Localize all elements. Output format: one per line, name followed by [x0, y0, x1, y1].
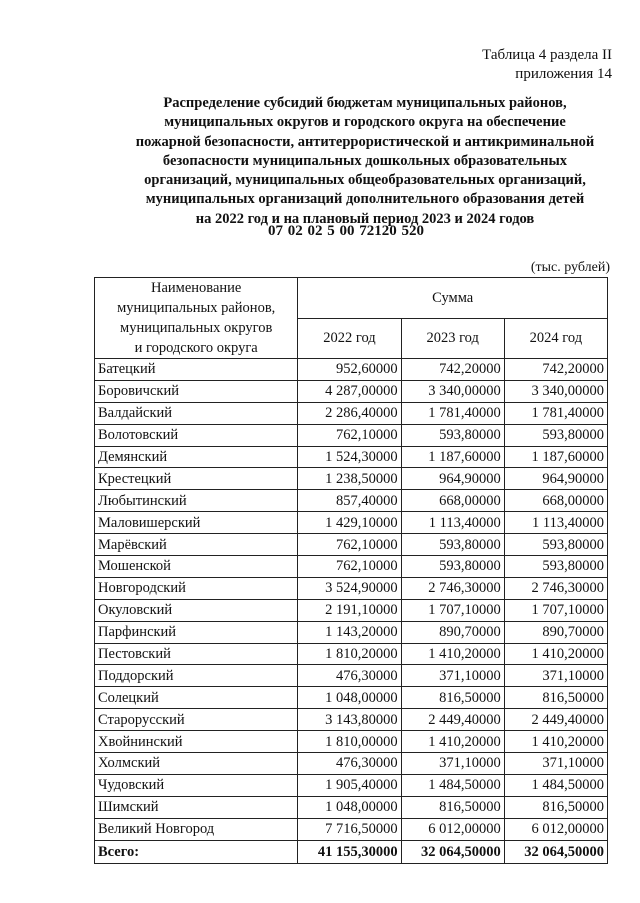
value-2022: 476,30000 — [298, 665, 401, 687]
value-2022: 2 191,10000 — [298, 599, 401, 621]
title-line: организаций, муниципальных общеобразовательных организаций, — [144, 172, 586, 189]
value-2023: 1 113,40000 — [401, 512, 504, 534]
column-header-name-line: муниципальных округов — [120, 320, 273, 336]
municipality-name: Поддорский — [95, 665, 298, 687]
municipality-name: Мошенской — [95, 556, 298, 578]
municipality-name: Демянский — [95, 446, 298, 468]
table-row — [95, 556, 608, 578]
column-header-name-line: и городского округа — [134, 340, 258, 356]
value-2023: 3 340,00000 — [401, 380, 504, 402]
title-line: на 2022 год и на плановый период 2023 и 2024 годов — [195, 210, 535, 227]
table-row — [95, 753, 608, 775]
value-2022: 762,10000 — [298, 534, 401, 556]
value-2024: 2 449,40000 — [504, 709, 607, 731]
value-2022: 762,10000 — [298, 424, 401, 446]
value-2023: 742,20000 — [401, 359, 504, 381]
municipality-name: Крестецкий — [95, 468, 298, 490]
title-line: Распределение субсидий бюджетам муниципальных районов, — [163, 95, 567, 111]
value-2024: 1 707,10000 — [504, 599, 607, 621]
municipality-name: Холмский — [95, 753, 298, 775]
municipality-name: Хвойнинский — [95, 731, 298, 753]
value-2022: 3 143,80000 — [298, 709, 401, 731]
document-title — [110, 94, 620, 229]
value-2024: 3 340,00000 — [504, 380, 607, 402]
value-2024: 1 187,60000 — [504, 446, 607, 468]
column-header-2022: 2022 год — [298, 318, 401, 359]
value-2022: 476,30000 — [298, 753, 401, 775]
value-2023: 593,80000 — [401, 534, 504, 556]
value-2023: 593,80000 — [401, 424, 504, 446]
value-2024: 371,10000 — [504, 665, 607, 687]
title-line: пожарной безопасности, антитеррористической и антикриминальной — [135, 133, 595, 150]
municipality-name: Окуловский — [95, 599, 298, 621]
table-reference — [482, 46, 612, 84]
municipality-name: Валдайский — [95, 402, 298, 424]
value-2022: 1 810,00000 — [298, 731, 401, 753]
table-header-row — [95, 278, 608, 319]
value-2022: 1 048,00000 — [298, 796, 401, 818]
value-2024: 593,80000 — [504, 556, 607, 578]
value-2023: 1 410,20000 — [401, 731, 504, 753]
municipality-name: Марёвский — [95, 534, 298, 556]
table-row — [95, 577, 608, 599]
table-row — [95, 709, 608, 731]
municipality-name: Любытинский — [95, 490, 298, 512]
value-2022: 762,10000 — [298, 556, 401, 578]
subsidy-table — [94, 277, 608, 864]
value-2022: 952,60000 — [298, 359, 401, 381]
budget-classification-code: 07 02 02 5 00 72120 520 — [268, 223, 424, 239]
municipality-name: Новгородский — [95, 577, 298, 599]
value-2022: 1 143,20000 — [298, 621, 401, 643]
value-2024: 816,50000 — [504, 796, 607, 818]
column-header-2024: 2024 год — [504, 318, 607, 359]
value-2023: 1 707,10000 — [401, 599, 504, 621]
value-2024: 593,80000 — [504, 534, 607, 556]
table-row — [95, 796, 608, 818]
value-2022: 3 524,90000 — [298, 577, 401, 599]
municipality-name: Пестовский — [95, 643, 298, 665]
municipality-name: Старорусский — [95, 709, 298, 731]
column-header-2023: 2023 год — [401, 318, 504, 359]
table-row — [95, 687, 608, 709]
municipality-name: Батецкий — [95, 359, 298, 381]
value-2023: 816,50000 — [401, 687, 504, 709]
value-2023: 890,70000 — [401, 621, 504, 643]
column-header-name — [95, 278, 298, 359]
title-line: муниципальных организаций дополнительного образования детей — [145, 191, 585, 208]
municipality-name: Великий Новгород — [95, 818, 298, 840]
value-2024: 1 484,50000 — [504, 774, 607, 796]
value-2024: 2 746,30000 — [504, 577, 607, 599]
municipality-name: Солецкий — [95, 687, 298, 709]
table-row — [95, 402, 608, 424]
table-row — [95, 490, 608, 512]
value-2022: 2 286,40000 — [298, 402, 401, 424]
value-2024: 964,90000 — [504, 468, 607, 490]
total-2022: 41 155,30000 — [298, 840, 401, 863]
value-2023: 2 746,30000 — [401, 577, 504, 599]
total-2023: 32 064,50000 — [401, 840, 504, 863]
value-2023: 816,50000 — [401, 796, 504, 818]
total-2024: 32 064,50000 — [504, 840, 607, 863]
value-2024: 1 410,20000 — [504, 643, 607, 665]
value-2024: 1 113,40000 — [504, 512, 607, 534]
table-row — [95, 599, 608, 621]
table-row — [95, 621, 608, 643]
value-2022: 7 716,50000 — [298, 818, 401, 840]
table-reference-line-2: приложения 14 — [515, 66, 612, 82]
value-2024: 816,50000 — [504, 687, 607, 709]
value-2022: 4 287,00000 — [298, 380, 401, 402]
table-row — [95, 665, 608, 687]
value-2024: 1 781,40000 — [504, 402, 607, 424]
value-2023: 668,00000 — [401, 490, 504, 512]
table-row — [95, 774, 608, 796]
value-2024: 1 410,20000 — [504, 731, 607, 753]
value-2022: 1 524,30000 — [298, 446, 401, 468]
table-row — [95, 512, 608, 534]
value-2024: 371,10000 — [504, 753, 607, 775]
value-2024: 6 012,00000 — [504, 818, 607, 840]
title-line: муниципальных округов и городского округа на обеспечение — [164, 114, 566, 131]
table-total-row — [95, 840, 608, 863]
table-row — [95, 424, 608, 446]
table-row — [95, 468, 608, 490]
value-2023: 2 449,40000 — [401, 709, 504, 731]
value-2023: 6 012,00000 — [401, 818, 504, 840]
municipality-name: Шимский — [95, 796, 298, 818]
table-reference-line-1: Таблица 4 раздела II — [482, 47, 612, 63]
table-row — [95, 643, 608, 665]
table-row — [95, 818, 608, 840]
value-2023: 371,10000 — [401, 665, 504, 687]
value-2024: 668,00000 — [504, 490, 607, 512]
table-row — [95, 380, 608, 402]
municipality-name: Маловишерский — [95, 512, 298, 534]
value-2022: 1 905,40000 — [298, 774, 401, 796]
value-2023: 1 781,40000 — [401, 402, 504, 424]
units-note: (тыс. рублей) — [530, 260, 610, 275]
table-row — [95, 534, 608, 556]
table-row — [95, 446, 608, 468]
value-2022: 857,40000 — [298, 490, 401, 512]
value-2023: 1 187,60000 — [401, 446, 504, 468]
column-header-sum: Сумма — [298, 278, 608, 319]
value-2022: 1 048,00000 — [298, 687, 401, 709]
value-2022: 1 810,20000 — [298, 643, 401, 665]
value-2022: 1 238,50000 — [298, 468, 401, 490]
title-line: безопасности муниципальных дошкольных образовательных — [162, 152, 568, 169]
table-row — [95, 731, 608, 753]
value-2024: 742,20000 — [504, 359, 607, 381]
column-header-name-line: муниципальных районов, — [117, 300, 276, 316]
column-header-name-line: Наименование — [151, 280, 242, 296]
value-2023: 964,90000 — [401, 468, 504, 490]
value-2023: 1 410,20000 — [401, 643, 504, 665]
total-label: Всего: — [95, 840, 298, 863]
municipality-name: Чудовский — [95, 774, 298, 796]
value-2023: 1 484,50000 — [401, 774, 504, 796]
value-2023: 371,10000 — [401, 753, 504, 775]
value-2024: 593,80000 — [504, 424, 607, 446]
municipality-name: Волотовский — [95, 424, 298, 446]
value-2022: 1 429,10000 — [298, 512, 401, 534]
value-2023: 593,80000 — [401, 556, 504, 578]
table-row — [95, 359, 608, 381]
value-2024: 890,70000 — [504, 621, 607, 643]
municipality-name: Боровичский — [95, 380, 298, 402]
municipality-name: Парфинский — [95, 621, 298, 643]
